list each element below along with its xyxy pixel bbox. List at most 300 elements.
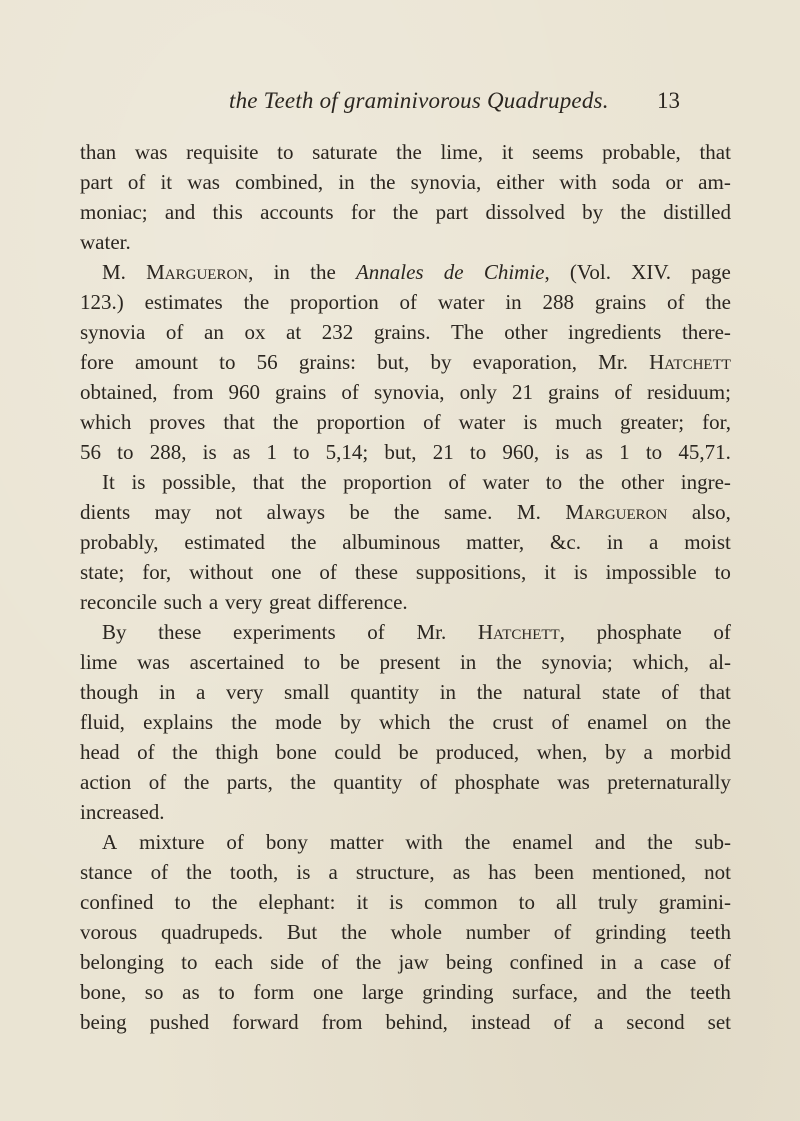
word: 21 (511, 380, 533, 404)
word: of (150, 860, 169, 884)
word: whole (390, 920, 442, 944)
word: de (443, 260, 464, 284)
word: when, (536, 740, 588, 764)
word: lime (80, 650, 118, 674)
text-line (80, 737, 731, 767)
word: of (165, 320, 184, 344)
text-line (80, 857, 731, 887)
word: 288, (149, 440, 187, 464)
word: not (215, 500, 243, 524)
word: stance (80, 860, 133, 884)
word: of (419, 770, 438, 794)
word: as (182, 980, 200, 1004)
word: part (80, 170, 113, 194)
text-line (80, 197, 731, 227)
word: at (286, 320, 302, 344)
word: 56 (80, 440, 101, 464)
word: of (127, 170, 146, 194)
word: 232 (321, 320, 354, 344)
text-line (80, 977, 731, 1007)
word: a (633, 950, 644, 974)
word: ingredients (568, 320, 662, 344)
word: of (614, 380, 632, 404)
word: synovia; (541, 650, 613, 674)
word: explains (143, 710, 214, 734)
word: the (705, 290, 731, 314)
word: in (338, 170, 355, 194)
word: could (334, 740, 381, 764)
word: the (476, 680, 503, 704)
word: by (582, 200, 604, 224)
word: of (553, 920, 572, 944)
word: to (303, 650, 321, 674)
word: and (164, 200, 196, 224)
text-line (80, 377, 731, 407)
word: of (148, 770, 167, 794)
word: has (488, 860, 517, 884)
word: grains: (298, 350, 356, 374)
word: be (339, 650, 360, 674)
word: sub- (694, 830, 731, 854)
text-line (80, 617, 731, 647)
word: as (232, 440, 251, 464)
word: of (551, 710, 570, 734)
word: the (186, 860, 212, 884)
word: without (189, 560, 254, 584)
word: the (290, 530, 317, 554)
text-line (80, 647, 731, 677)
word: 1 (266, 440, 277, 464)
word: such (163, 590, 203, 614)
word: but, (384, 440, 417, 464)
word: was (134, 140, 168, 164)
word: to (293, 440, 310, 464)
word: of (319, 560, 337, 584)
word: also, (691, 500, 731, 524)
word: experiments (232, 620, 336, 644)
word: quantity (350, 680, 420, 704)
word: very (224, 590, 263, 614)
word: the (705, 710, 731, 734)
word: gramini- (658, 890, 731, 914)
word: side (270, 950, 304, 974)
word: that (699, 680, 731, 704)
text-line (80, 587, 731, 617)
word: grinding (595, 920, 667, 944)
word: evaporation, (472, 350, 577, 374)
word: behind, (385, 1010, 448, 1034)
text-line (80, 527, 731, 557)
word: lime, (440, 140, 484, 164)
word: case (660, 950, 697, 974)
word: grinding (422, 980, 494, 1004)
word: requisite (186, 140, 259, 164)
word: possible, (162, 470, 237, 494)
word: mixture (139, 830, 205, 854)
word: 960 (228, 380, 260, 404)
word: of (399, 290, 418, 314)
word: is (555, 440, 570, 464)
word: is (202, 440, 217, 464)
word: of (321, 950, 339, 974)
word: either (496, 170, 545, 194)
word: confined (509, 950, 584, 974)
word: of (713, 950, 731, 974)
word: to (714, 560, 731, 584)
word: water (437, 290, 485, 314)
word: Chimie, (483, 260, 550, 284)
word: be (398, 740, 419, 764)
word: being (80, 1010, 127, 1034)
word: Margueron, (146, 260, 254, 284)
word: in (439, 680, 457, 704)
word: enamel (512, 830, 573, 854)
word: confined (80, 890, 154, 914)
word: or (665, 170, 684, 194)
word: as (452, 860, 471, 884)
word: the (645, 980, 672, 1004)
word: the (448, 710, 475, 734)
word: ascertained (189, 650, 285, 674)
text-line (80, 767, 731, 797)
word: 5,14; (325, 440, 369, 464)
text-line (80, 287, 731, 317)
word: suppositions, (415, 560, 527, 584)
word: dients (80, 500, 131, 524)
word: Annales (355, 260, 424, 284)
word: thigh (215, 740, 259, 764)
word: the (243, 290, 270, 314)
text-line (80, 797, 731, 827)
word: dissolved (485, 200, 565, 224)
word: the (496, 650, 522, 674)
word: a (196, 680, 206, 704)
word: moist (684, 530, 731, 554)
word: other (620, 470, 665, 494)
word: of (423, 410, 441, 434)
word: water (482, 470, 530, 494)
word: for, (702, 410, 731, 434)
text-line (80, 227, 731, 257)
word: bone, (80, 980, 127, 1004)
running-head-text: the Teeth of graminivorous Quadrupeds. (229, 88, 609, 113)
word: grains (594, 290, 647, 314)
word: quadrupeds. (161, 920, 264, 944)
word: 1 (619, 440, 630, 464)
word: enamel (587, 710, 648, 734)
page-number: 13 (657, 88, 680, 113)
word: synovia, (410, 170, 482, 194)
word: that (223, 410, 255, 434)
word: part (435, 200, 469, 224)
word: form (253, 980, 295, 1004)
word: the (231, 710, 257, 734)
word: teeth (690, 980, 731, 1004)
word: it (356, 890, 369, 914)
text-line (80, 317, 731, 347)
word: combined, (235, 170, 324, 194)
word: the (272, 410, 299, 434)
text-line (80, 467, 731, 497)
word: proportion (316, 410, 406, 434)
word: in (159, 680, 176, 704)
text-line (80, 677, 731, 707)
word: mode (275, 710, 322, 734)
word: 56 (256, 350, 278, 374)
word: was (187, 170, 220, 194)
word: bony (265, 830, 308, 854)
word: and (594, 830, 626, 854)
word: is (131, 470, 146, 494)
word: each (214, 950, 254, 974)
word: residuum; (646, 380, 731, 404)
word: grains (275, 380, 327, 404)
word: of (713, 620, 731, 644)
text-line (80, 707, 731, 737)
word: jaw (398, 950, 429, 974)
word: a (328, 860, 338, 884)
word: of (367, 620, 385, 644)
word: great (268, 590, 311, 614)
word: ingre- (680, 470, 731, 494)
word: pushed (149, 1010, 210, 1034)
word: the (310, 260, 336, 284)
word: to (181, 950, 198, 974)
text-line (80, 167, 731, 197)
word: always (266, 500, 325, 524)
word: grains (548, 380, 600, 404)
word: set (707, 1010, 731, 1034)
word: Hatchett (649, 350, 731, 374)
word: crust (492, 710, 534, 734)
word: and (596, 980, 628, 1004)
word: in (459, 650, 477, 674)
word: with (405, 830, 443, 854)
word: impossible (605, 560, 697, 584)
word: these (158, 620, 202, 644)
word: Margueron (565, 500, 668, 524)
word: though (80, 680, 139, 704)
word: of (226, 830, 244, 854)
word: to (174, 890, 191, 914)
word: there- (681, 320, 731, 344)
word: which, (632, 650, 690, 674)
word: than (80, 140, 117, 164)
word: but, (377, 350, 410, 374)
word: belonging (80, 950, 164, 974)
word: by (430, 350, 452, 374)
word: state; (80, 560, 125, 584)
word: in (606, 530, 624, 554)
word: large (361, 980, 404, 1004)
word: M. (102, 260, 126, 284)
word: one (271, 560, 302, 584)
word: accounts (260, 200, 334, 224)
word: which (80, 410, 132, 434)
text-line (80, 497, 731, 527)
word: it (160, 170, 173, 194)
word: of (448, 470, 466, 494)
word: am- (698, 170, 731, 194)
word: the (578, 470, 605, 494)
word: increased. (80, 800, 165, 824)
word: it (501, 140, 514, 164)
word: teeth (690, 920, 731, 944)
text-line (80, 137, 731, 167)
word: of (553, 1010, 571, 1034)
word: for (350, 200, 376, 224)
word: A (102, 830, 118, 854)
word: structure, (355, 860, 435, 884)
word: only (459, 380, 497, 404)
word: produced, (435, 740, 520, 764)
text-line (80, 257, 731, 287)
word: greater; (619, 410, 685, 434)
word: may (154, 500, 191, 524)
word: that (699, 140, 731, 164)
word: estimates (144, 290, 223, 314)
word: proves (149, 410, 206, 434)
word: reconcile (80, 590, 157, 614)
word: page (691, 260, 731, 284)
word: same. (443, 500, 493, 524)
word: as (585, 440, 603, 464)
word: instead (470, 1010, 531, 1034)
word: to (545, 470, 563, 494)
word: to (518, 890, 535, 914)
word: to (277, 140, 294, 164)
word: head (80, 740, 120, 764)
text-line (80, 437, 731, 467)
word: of (137, 740, 155, 764)
word: synovia (80, 320, 146, 344)
word: from (321, 1010, 363, 1034)
word: to (645, 440, 663, 464)
word: other (504, 320, 548, 344)
word: estimated (184, 530, 265, 554)
word: be (349, 500, 370, 524)
word: proportion (290, 290, 379, 314)
word: quantity (333, 770, 403, 794)
word: forward (232, 1010, 299, 1034)
word: 288 (542, 290, 574, 314)
word: been (534, 860, 574, 884)
word: ox (244, 320, 266, 344)
word: small (284, 680, 330, 704)
word: for, (142, 560, 172, 584)
word: albuminous (342, 530, 441, 554)
word: XIV. (631, 260, 672, 284)
word: one (312, 980, 344, 1004)
text-line (80, 887, 731, 917)
word: 45,71. (678, 440, 731, 464)
word: a (208, 590, 219, 614)
word: from (172, 380, 214, 404)
word: phosphate (454, 770, 540, 794)
word: the (172, 740, 198, 764)
word: But (286, 920, 318, 944)
word: fore (80, 350, 114, 374)
body-text (80, 137, 731, 1037)
word: a (593, 1010, 604, 1034)
word: morbid (670, 740, 731, 764)
word: vorous (80, 920, 138, 944)
word: Hatchett, (477, 620, 565, 644)
word: these (354, 560, 398, 584)
word: to (218, 980, 235, 1004)
word: not (704, 860, 731, 884)
text-line (80, 947, 731, 977)
word: obtained, (80, 380, 158, 404)
word: was (137, 650, 170, 674)
word: distilled (663, 200, 731, 224)
text-line (80, 917, 731, 947)
word: Mr. (416, 620, 447, 644)
word: difference. (317, 590, 408, 614)
word: Mr. (598, 350, 628, 374)
word: the (355, 950, 382, 974)
word: surface, (512, 980, 579, 1004)
word: with (559, 170, 597, 194)
text-line (80, 827, 731, 857)
word: (Vol. (569, 260, 611, 284)
word: probably, (80, 530, 159, 554)
word: al- (708, 650, 731, 674)
word: state (602, 680, 641, 704)
text-line (80, 1007, 731, 1037)
word: it (544, 560, 556, 584)
word: to (469, 440, 487, 464)
word: much (555, 410, 602, 434)
word: the (341, 920, 367, 944)
word: of (661, 680, 679, 704)
word: saturate (312, 140, 378, 164)
word: M. (516, 500, 541, 524)
word: is (573, 560, 588, 584)
word: all (555, 890, 577, 914)
word: fluid, (80, 710, 125, 734)
word: bone (275, 740, 317, 764)
word: matter, (466, 530, 525, 554)
word: the (396, 140, 422, 164)
word: an (204, 320, 224, 344)
word: 21 (432, 440, 454, 464)
word: this (212, 200, 243, 224)
word: 960, (502, 440, 540, 464)
word: common (424, 890, 498, 914)
word: was (557, 770, 590, 794)
word: the (369, 170, 396, 194)
word: to (219, 350, 236, 374)
word: by (339, 710, 361, 734)
word: phosphate (596, 620, 682, 644)
word: the (392, 200, 419, 224)
word: very (226, 680, 264, 704)
word: moniac; (80, 200, 148, 224)
word: parts, (226, 770, 273, 794)
word: water (458, 410, 506, 434)
word: probable, (602, 140, 681, 164)
word: elephant: (258, 890, 336, 914)
word: is (389, 890, 404, 914)
word: matter (329, 830, 384, 854)
word: in (505, 290, 522, 314)
word: The (451, 320, 484, 344)
word: in (273, 260, 290, 284)
word: a (643, 740, 653, 764)
word: seems (532, 140, 584, 164)
word: the (393, 500, 420, 524)
